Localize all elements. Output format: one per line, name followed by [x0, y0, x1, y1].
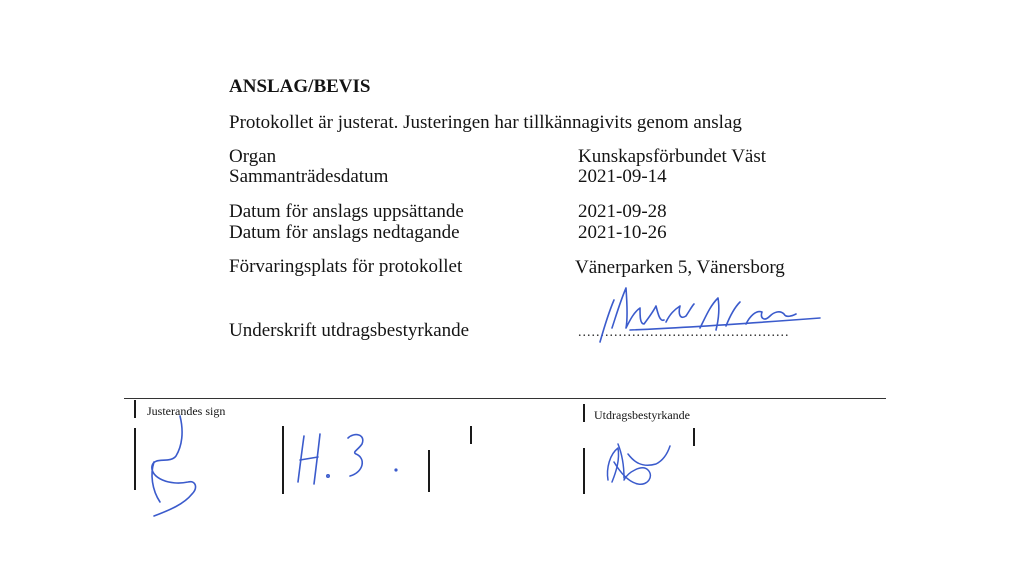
sign-box-bar: [134, 428, 136, 490]
posted-date-value: 2021-09-28: [578, 201, 667, 222]
storage-value: Vänerparken 5, Vänersborg: [575, 257, 785, 278]
sign-box-bar: [134, 400, 136, 418]
sign-box-bar: [282, 426, 284, 494]
initials-3-image: [598, 432, 678, 492]
organ-label: Organ: [229, 146, 277, 167]
initials-1-image: [140, 412, 210, 520]
meeting-date-value: 2021-09-14: [578, 166, 667, 187]
initials-2-image: [292, 426, 402, 492]
sign-box-bar: [470, 426, 472, 444]
divider-line: [124, 398, 886, 399]
posted-date-label: Datum för anslags uppsättande: [229, 201, 464, 222]
meeting-date-label: Sammanträdesdatum: [229, 166, 389, 187]
sign-box-bar: [428, 450, 430, 492]
utdragsbestyrkande-label: Utdragsbestyrkande: [594, 408, 690, 422]
signature-image: [570, 280, 850, 350]
organ-value: Kunskapsförbundet Väst: [578, 146, 767, 167]
document-heading: ANSLAG/BEVIS: [229, 76, 371, 97]
signature-dotted-line: ...............................................: [578, 325, 790, 340]
justerandes-sign-label: Justerandes sign: [147, 404, 226, 418]
sign-box-bar: [583, 448, 585, 494]
intro-text: Protokollet är justerat. Justeringen har tillkännagivits genom anslag: [229, 112, 742, 133]
removed-date-label: Datum för anslags nedtagande: [229, 222, 460, 243]
sign-box-bar: [693, 428, 695, 446]
signature-label: Underskrift utdragsbestyrkande: [229, 320, 470, 341]
storage-label: Förvaringsplats för protokollet: [229, 256, 463, 277]
removed-date-value: 2021-10-26: [578, 222, 667, 243]
sign-box-bar: [583, 404, 585, 422]
